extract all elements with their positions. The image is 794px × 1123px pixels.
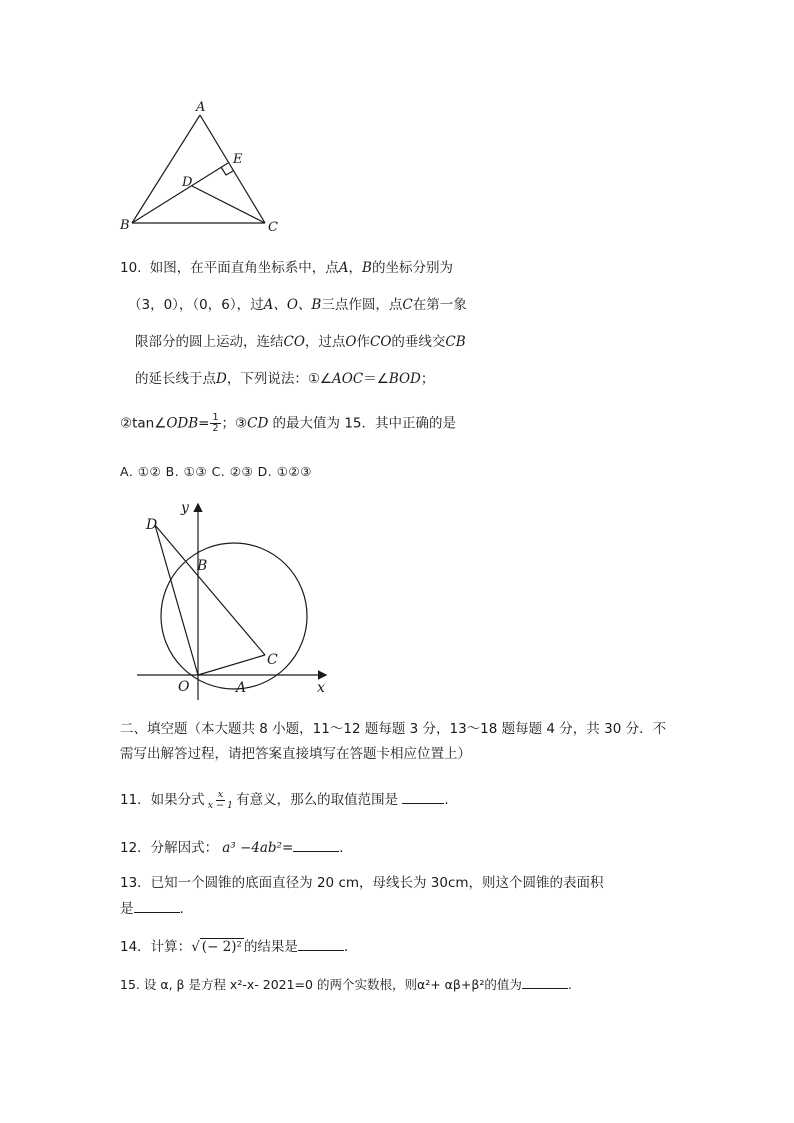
q10-line4: 的延长线于点D，下列说法：①∠AOC＝∠BOD； <box>135 371 435 387</box>
circle-aob <box>161 543 307 689</box>
q15-answer-blank <box>522 974 568 989</box>
right-angle-mark <box>221 167 233 175</box>
label-y: y <box>181 500 189 516</box>
segment-oc <box>198 655 265 675</box>
fraction-x-over-x-minus-1: $\frac{x}{x - 1}$ <box>207 788 234 811</box>
label-b: B <box>197 558 208 574</box>
q14-answer-blank <box>298 936 344 951</box>
triangle-figure <box>110 95 290 240</box>
q12-answer-blank <box>293 837 339 852</box>
q10-line1: 10. 如图，在平面直角坐标系中，点A，B的坐标分别为 <box>120 260 453 276</box>
label-a: A <box>196 100 206 115</box>
segment-od <box>155 525 198 675</box>
label-c: C <box>267 652 278 668</box>
q13-line2: 是 . <box>120 898 184 918</box>
q13-line1: 13．已知一个圆锥的底面直径为 20 cm，母线长为 30cm，则这个圆锥的表面积 <box>120 875 604 891</box>
label-d: D <box>182 175 193 190</box>
q11: 11．如果分式 $\frac{x}{x - 1}$ 有意义，那么的取值范围是 . <box>120 788 449 811</box>
q15: 15. 设 α, β 是方程 x²-x- 2021=0 的两个实数根，则α²+ αβ+β²的值为 . <box>120 974 572 994</box>
q10-line2: （3，0），（0，6），过A、O、B三点作圆，点C在第一象 <box>128 297 467 313</box>
coordinate-figure <box>125 495 345 700</box>
label-o: O <box>178 679 190 695</box>
label-x: x <box>317 680 325 696</box>
q10-line5: ②tan∠ODB= $\frac{1}{2}$ ；③CD 的最大值为 15．其中正确的是 <box>120 412 457 434</box>
fraction-one-half: $\frac{1}{2}$ <box>212 412 219 434</box>
segment-be <box>132 163 228 223</box>
section2-line2: 需写出解答过程，请把答案直接填写在答题卡相应位置上） <box>120 746 471 762</box>
label-d: D <box>146 517 158 533</box>
q12: 12．分解因式： a³ −4ab²= . <box>120 837 344 857</box>
label-e: E <box>233 152 243 167</box>
q10-line3: 限部分的圆上运动，连结CO，过点O作CO的垂线交CB <box>135 334 466 350</box>
q14: 14．计算：√ (− 2)² 的结果是 ． <box>120 936 357 956</box>
section2-line1: 二、填空题（本大题共 8 小题，11～12 题每题 3 分，13～18 题每题 4 分，共 30 分．不 <box>120 721 667 737</box>
label-a: A <box>236 680 247 696</box>
q10-options: A. ①② B. ①③ C. ②③ D. ①②③ <box>120 464 312 479</box>
label-b: B <box>120 218 130 233</box>
square-root: √ (− 2)² <box>191 939 242 955</box>
q13-answer-blank <box>134 898 180 913</box>
side-ab <box>132 115 200 223</box>
q11-answer-blank <box>402 789 444 804</box>
label-c: C <box>268 220 278 235</box>
